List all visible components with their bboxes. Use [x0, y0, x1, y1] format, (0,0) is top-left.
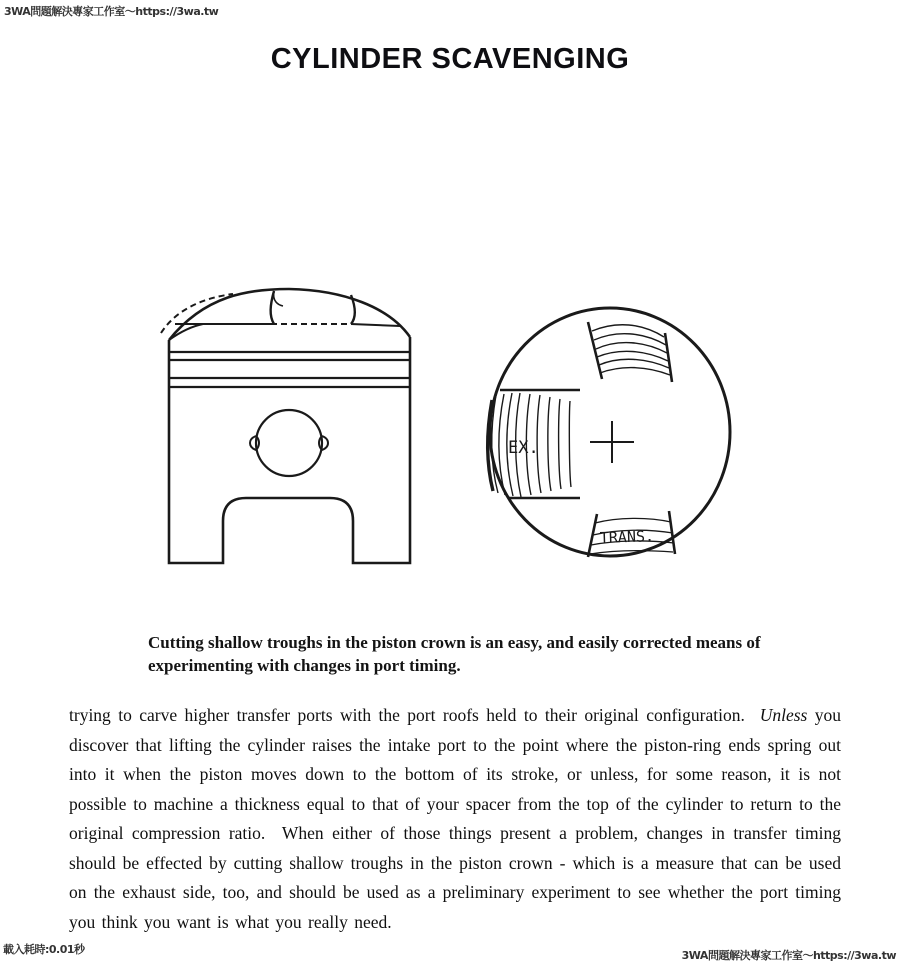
- piston-drawing: [153, 281, 425, 573]
- figure-piston-side-view: [153, 281, 425, 578]
- watermark-load-time: 載入耗時:0.01秒: [3, 943, 85, 956]
- watermark-top-left: 3WA問題解決專家工作室～https://3wa.tw: [4, 5, 219, 18]
- top-transfer-hatching: [592, 325, 670, 375]
- transfer-port-label: TRANS.: [599, 527, 655, 547]
- body-text-part2: you discover that lifting the cylinder raises the intake port to the point where the piston-ring ends spring out into it when the piston moves down to the bottom of its stroke, or unless, for some reason, it is not possible to machine a thickness equal to that of your spacer from the top of the cylinder to return to the original compression ratio. When either of those things present a problem, changes in transfer timing should be effected by cutting shallow troughs in the piston crown - which is a measure that can be used on the exhaust side, too, and should be used as a preliminary experiment to see whether the port timing you think you want is what you really need.: [69, 705, 841, 932]
- body-text-part1: trying to carve higher transfer ports with the port roofs held to their original configuration.: [69, 705, 760, 725]
- wrist-pin-hole: [256, 410, 322, 476]
- figure-caption: Cutting shallow troughs in the piston crown is an easy, and easily corrected means of experimenting with changes in port timing.: [148, 633, 761, 675]
- page-title: CYLINDER SCAVENGING: [270, 43, 630, 75]
- piston-crown-drawing: [478, 295, 742, 563]
- figure-piston-crown-top-view: [478, 295, 742, 568]
- exhaust-port-label: EX.: [508, 438, 539, 458]
- body-paragraph: [69, 701, 841, 937]
- body-italic-word: Unless: [759, 705, 808, 725]
- watermark-bottom-right: 3WA問題解決專家工作室～https://3wa.tw: [681, 949, 896, 962]
